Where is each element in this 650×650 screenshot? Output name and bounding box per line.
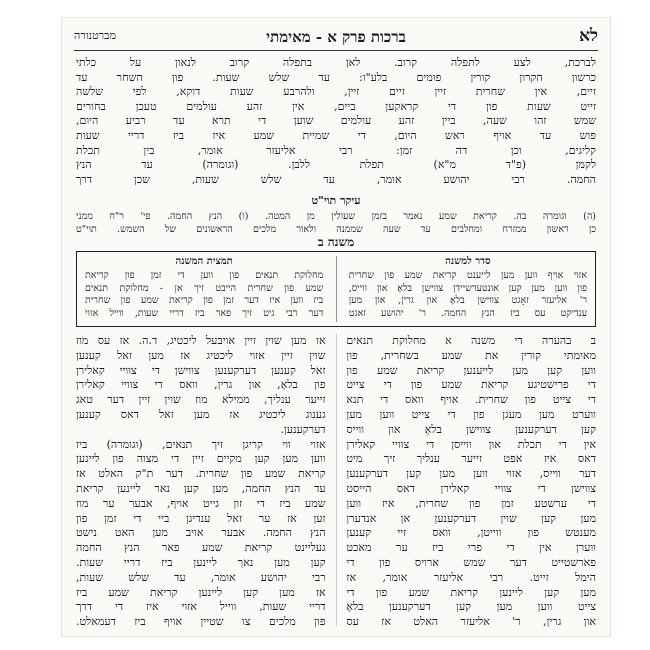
mishna-order-line: אזוי אויף ווען מען לייענט קריאת שמע פון שחרית (348, 270, 587, 282)
body-line: זאל קענען דערקענען צווישן די צוויי קאלירן (76, 363, 326, 377)
leaf-number: לא (579, 26, 598, 46)
body-line: אז מען קען ליינען קריאת שמע ביז (76, 585, 326, 599)
commentary-line: פוש עד אויף ראש היום, די שמיית שמע איז ביז דריי שעות (76, 128, 596, 142)
book-page (62, 18, 610, 636)
commentary-line: קליגים, וכן דה זמן: רבי אליעזר אומר, בין תכלת (76, 143, 596, 157)
mishna-section (76, 235, 596, 327)
commentary-label: מברטנורה (74, 29, 116, 42)
mishna-summary-line: דער רבי גיט זיך פאר ביז דריי שעות, ווייל אזוי (85, 307, 324, 319)
body-line: אזוי ווי קריגן זיך תנאים, (וגומרה) ביז (76, 437, 326, 451)
column-divider (336, 334, 337, 626)
page-header (74, 26, 598, 48)
body-line: ווען מען קען מקיים זיין די מצוה פון ליינען (76, 452, 326, 466)
mishna-summary-line: ביז ווען איז דער זמן פון קריאת שמע פון שחרית (85, 295, 324, 307)
body-line: שוין זיין אזוי ליכטיג אז מען זאל קענען (76, 348, 326, 362)
body-line: קען דערקענען צווישן בלאָ און ווייס (346, 422, 596, 436)
mishna-order-line: פון ווען מען קען אונטערשיידן צווישן בלאָ און ווייס, (348, 282, 587, 294)
mishna-order-line: ר' אליעזר זאָגט צווישן בלאָ און גרין, און מען (348, 295, 587, 307)
body-line: קריאת שמע פון שחרית. דער ת"ק האלט אז (76, 467, 326, 481)
mishna-summary-line: שמע פון שחרית הייבט זיך אן - מחלוקת תנאים (85, 282, 324, 294)
mishna-label: משנה ב (317, 235, 355, 249)
body-line: זען אז ער זאל ענדיגן ביי די זמן פון (76, 511, 326, 525)
body-line: פון מלכים צו שטיין אויף ביז דעמאלט. (76, 615, 326, 629)
body-line: ווערט מען מעגן פון די צייט ווען מען (346, 407, 596, 421)
body-line: מען קען ליינען קריאת שמע פון די (346, 585, 596, 599)
body-line: ווערן אין די פרי ביז ער מאכט (346, 541, 596, 555)
mishna-order-header: סדר למשנה (445, 256, 491, 267)
body-line: דערקענען. (280, 422, 326, 436)
mishna-box (76, 251, 596, 327)
commentary-line: החמה. רבי יהושע אומר, עד שלש שעות, שכן דרך (76, 172, 596, 186)
body-line: מען קען שוין דערקענען אן אנדערן (346, 511, 596, 525)
body-line: און גרין, ר' אליעזר האלט אז עס (346, 615, 596, 629)
body-line: הנץ החמה. אבער אויב מען האט נישט (76, 526, 326, 540)
body-column-right (346, 334, 596, 629)
body-line: דאס איז אפט זייער ענליך זיך מיט (346, 452, 596, 466)
body-column-left (76, 334, 326, 629)
body-line: די פרישטיגע קריאת שמע פון די צייט (346, 378, 596, 392)
body-line: געליינט קריאת שמע פאר הנץ החמה (76, 541, 326, 555)
note-line: (ה) וגומרה בה. קריאת שמע נאמר בזמן שעולין מן המטה. (ו) הנץ החמה. פי' ר"ח ממני (76, 211, 596, 222)
commentary-line: כרשון הקרון קורין פומים בלע"ו: עד שלש שעות. פון השחר עד (76, 70, 596, 84)
body-line: הימל זייט. רבי אליעזר אומר, אז (346, 570, 596, 584)
mishna-summary-line: מחלוקת תנאים פון ווען די זמן פון קריאת (85, 270, 324, 282)
mishna-order-line: ענדיקט עס ביז הנץ החמה. ר' יהושע זאגט (348, 307, 587, 319)
body-line: אז מען שוין זיין אויבעל ליכטיג, ד.ה. אז עס מוז (76, 334, 326, 347)
mishna-order-column (349, 256, 587, 320)
note-line: כן ראשון ממזרח ומחלבים עד שעה שממנה ולאור מלכים הראשונים של השמש. תוי"ט (76, 224, 596, 235)
body-line: גענוג ליכטיג אז מען זאל דאס קענען (76, 407, 326, 421)
body-line: מאימתי קורין את שמע בשחרית, פון (346, 348, 596, 362)
box-divider (336, 256, 337, 322)
body-line: צייט ווען מען קען דערקענען בלאָ (346, 600, 596, 614)
body-line: דריי שעות, ווייל אזוי איז די דרך (76, 600, 326, 614)
header-rule (74, 50, 598, 51)
body-line: די ערשטע זמן פון שחרית, איז ווען (346, 496, 596, 510)
body-line: קען מען נאך ליינען ביז דריי שעות. (76, 555, 326, 569)
body-line: די צייט פון שחרית. אויף וואס די תנא (346, 393, 596, 407)
commentary-line: זיים, אין שחרית זיין זיים זיין, ולהרבע שעות דוקא, לפי שלשה (76, 85, 596, 99)
body-line: ב בהערה די משנה א מחלוקת תנאים (346, 334, 596, 347)
body-line: ווען קען מען לייענען קריאת שמע פון (346, 363, 596, 377)
mishna-summary-column (85, 256, 323, 320)
body-line: מענטש פון ווייטן, וואס זיי קענען (346, 526, 596, 540)
body-line: עד הנץ החמה, מען קען נאר ליינען קריאת (76, 481, 326, 495)
top-commentary (76, 56, 596, 187)
commentary-line: לקמן (פ"ד מ"א) תפלת ללבן. (וגומרה) עד הנץ (76, 158, 596, 172)
body-line: שמע ביז די זון גייט אויף, אבער ער מוז (76, 496, 326, 510)
body-line: דער ווייס, אזוי ווען מען קען דערקענען (346, 467, 596, 481)
mishna-summary-header: תמצית המשנה (175, 256, 233, 267)
body-line: רבי יהושע אומר, עד שלש שעות, (76, 570, 326, 584)
body-line: אין די תכלת און ווייסן די צוויי קאלירן (346, 437, 596, 451)
body-line: פארשטייט דער שמש ארויס פון די (346, 555, 596, 569)
body-text (76, 334, 596, 629)
page-title: ברכות פרק א - מאימתי (266, 28, 406, 46)
commentary-line: שמש זהו שעה, ביין זהע עולמים שוען די תרא עד רביע היום, (76, 114, 596, 128)
commentary-line: לברכת, לצע לתפלה קרוב. לאן בתפלה קרוב לנאון על כלתי (76, 56, 596, 69)
notes-title: עיקר תוי"ט (311, 194, 361, 207)
body-line: צווישן די צוויי קאלירן דאס הייסט (346, 481, 596, 495)
notes (76, 210, 596, 236)
body-line: פון בלאָ, און גרין, וואס די צוויי קאלירן (76, 378, 326, 392)
body-line: זייער ענליך, ממילא מוז שוין זיין דער טאג (76, 393, 326, 407)
commentary-line: זייט שעות פון די קראקען ביים, אין זהע עולמים טעכן בחורים (76, 99, 596, 113)
